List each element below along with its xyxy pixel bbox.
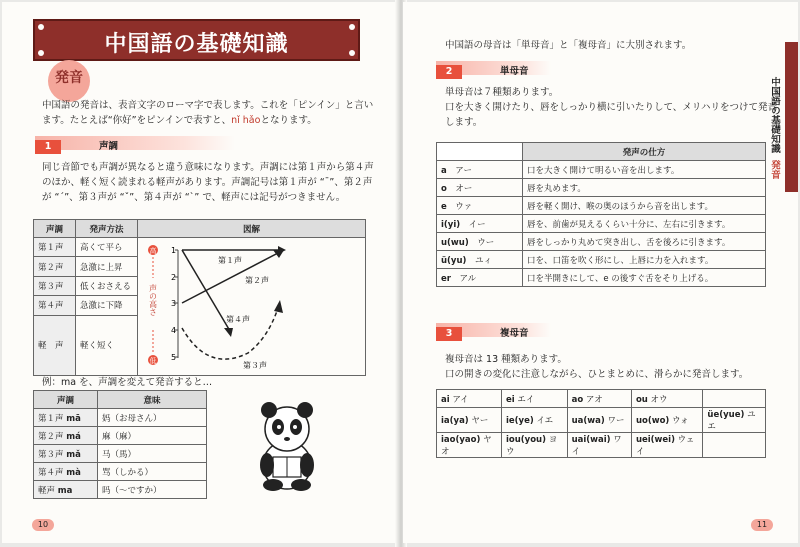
vowel	[437, 251, 523, 269]
right-page	[403, 2, 798, 543]
section-number: 1	[35, 140, 61, 154]
vowel-kana: ウェイ	[635, 435, 695, 457]
level-3: 3	[171, 299, 177, 308]
vowel-method: 口を大きく開けて明るい音を出します。	[523, 161, 766, 179]
tone-paragraph	[42, 160, 387, 205]
vowel-pinyin: u(wu)	[441, 237, 469, 248]
page-title: 中国語の基礎知識	[104, 32, 289, 57]
tone1-label: 第１声	[218, 256, 242, 265]
table-row	[437, 197, 766, 215]
tone-diagram	[138, 238, 362, 372]
vowel-pinyin: a	[441, 165, 447, 176]
vowel-pinyin: ia(ya)	[441, 416, 469, 426]
column-header: 意味	[98, 391, 207, 409]
section-title: 単母音	[500, 65, 529, 77]
vowel-pinyin: i(yi)	[441, 219, 461, 230]
compound-vowel	[567, 433, 631, 458]
vowel-kana: オウ	[650, 394, 668, 405]
compound-vowel-empty	[703, 390, 766, 408]
vowel-kana: ウー	[477, 237, 495, 248]
vowel-pinyin: ai	[441, 394, 450, 405]
compound-vowel	[631, 433, 702, 458]
intro-text: ます。たとえば“你好”をピンインで表すと、	[42, 115, 232, 126]
page-number: 10	[32, 519, 54, 531]
compound-vowel-table	[436, 389, 766, 458]
text-line: のほか、軽く短く読まれる軽声があります。声調記号は第１声が “ˉ”、第２声	[42, 177, 373, 188]
vowel-kana: オー	[455, 183, 473, 194]
table-row	[437, 408, 766, 433]
text-line: 口を大きく開けたり、唇をしっかり横に引いたりして、メリハリをつけて発音	[445, 102, 778, 113]
column-header: 発声の仕方	[523, 143, 766, 161]
tone-label: 第１声	[38, 413, 64, 424]
table-row	[34, 427, 207, 445]
pinyin: mà	[66, 467, 81, 478]
table-row	[437, 251, 766, 269]
section-badge: 発音	[55, 70, 83, 86]
left-page	[2, 2, 398, 543]
example-tone	[34, 445, 98, 463]
table-row	[437, 233, 766, 251]
tone-label: 軽声	[38, 485, 56, 496]
text-line: 同じ音節でも声調が異なると違う意味になります。声調には第１声から第４声	[42, 162, 374, 173]
column-header: 図解	[138, 220, 366, 238]
compound-vowel	[703, 408, 766, 433]
vowel-pinyin: uai(wai)	[571, 435, 611, 445]
compound-vowel	[567, 390, 631, 408]
compound-vowel	[631, 408, 702, 433]
vowel	[437, 197, 523, 215]
side-tab-sub: 発音	[769, 160, 780, 179]
example-caption: 例：ma を、声調を変えて発音すると…	[42, 377, 213, 388]
section-heading-2	[436, 61, 551, 75]
vowel-method: 唇をしっかり丸めて突き出し、舌を後ろに引きます。	[523, 233, 766, 251]
example-table	[33, 390, 207, 499]
compound-vowel	[437, 433, 502, 458]
low-label: 低	[149, 357, 157, 365]
tone4-label: 第４声	[226, 315, 250, 324]
level-1: 1	[171, 246, 177, 255]
vowel-method: 口を、口笛を吹く形にし、上唇に力を入れます。	[523, 251, 766, 269]
tone-method: 高くて平ら	[76, 238, 138, 257]
vowel	[437, 269, 523, 287]
table-row	[34, 445, 207, 463]
tone-name: 第３声	[34, 276, 76, 295]
example-tone	[34, 481, 98, 499]
vowel-kana: アル	[459, 273, 477, 284]
vowel-kana: アー	[455, 165, 473, 176]
vowel-kana: アイ	[452, 394, 469, 405]
panda-illustration	[247, 397, 327, 492]
tone-name: 第１声	[34, 238, 76, 257]
vowel-kana: イエ	[536, 416, 554, 426]
compound-vowel	[567, 408, 631, 433]
vowel-pinyin: iao(yao)	[441, 435, 481, 445]
section-heading-1	[35, 136, 235, 150]
vowel	[437, 215, 523, 233]
tone-method: 急激に下降	[76, 296, 138, 315]
vowel-method: 唇を丸めます。	[523, 179, 766, 197]
vowel-kana: ヤー	[471, 416, 489, 426]
tone-name: 軽 声	[34, 315, 76, 375]
pinyin-example: nǐ hǎo	[231, 115, 261, 126]
vowel-pinyin: ei	[505, 394, 515, 405]
vowel-kana: ヤオ	[441, 435, 492, 457]
intro-text: となります。	[260, 115, 317, 126]
pinyin: mǎ	[66, 449, 81, 460]
compound-vowel	[501, 390, 567, 408]
tone3-arrow	[274, 300, 283, 313]
monophthong-paragraph	[445, 85, 780, 130]
compound-vowel	[501, 433, 567, 458]
tone-table	[33, 219, 366, 376]
vowel-pinyin: iou(you)	[505, 435, 546, 445]
side-tab-label: 中国語の基礎知識	[769, 77, 780, 153]
pinyin: ma	[57, 485, 73, 496]
text-line: します。	[445, 117, 483, 128]
section-title: 複母音	[500, 327, 529, 339]
tone-label: 第４声	[38, 467, 64, 478]
vowel-pinyin: ao	[571, 394, 584, 405]
high-label: 高	[149, 247, 157, 255]
table-row	[437, 269, 766, 287]
vowel-kana: ウォ	[672, 416, 689, 426]
vowel	[437, 233, 523, 251]
vowel-kana: ユィ	[474, 255, 492, 266]
example-tone	[34, 427, 98, 445]
table-row	[34, 409, 207, 427]
text-line: 単母音は７種類あります。	[445, 87, 559, 98]
vowel	[437, 161, 523, 179]
meaning: 马（馬）	[98, 445, 207, 463]
table-row	[437, 215, 766, 233]
intro-line	[42, 113, 387, 128]
table-row	[437, 390, 766, 408]
vowel-pinyin: o	[441, 183, 447, 194]
pinyin: má	[66, 431, 81, 442]
title-banner	[33, 19, 360, 61]
vowel-kana: エイ	[517, 394, 535, 405]
column-header: 声調	[34, 220, 76, 238]
tone-label: 第２声	[38, 431, 64, 442]
section-number: 2	[436, 65, 462, 79]
vowel-pinyin: ie(ye)	[505, 416, 534, 426]
vowel-table	[436, 142, 766, 287]
table-row	[437, 433, 766, 458]
side-tab	[785, 42, 798, 192]
vowel-kana: アオ	[585, 394, 603, 405]
text-line: が “ˊ”、第３声が “ˇ”、第４声が “ˋ” で、軽声には記号がつきません。	[42, 192, 346, 203]
vowel-kana: ヨウ	[505, 435, 558, 457]
meaning: 麻（麻）	[98, 427, 207, 445]
tone-diagram-cell	[138, 238, 366, 376]
example-tone	[34, 463, 98, 481]
section-title: 声調	[99, 140, 119, 152]
table-row	[437, 179, 766, 197]
vowel-pinyin: e	[441, 201, 447, 212]
compound-vowel	[437, 408, 502, 433]
tone-name: 第２声	[34, 257, 76, 276]
table-row	[34, 463, 207, 481]
vowel-kana: ワー	[607, 416, 625, 426]
table-row	[34, 481, 207, 499]
vowel-pinyin: üe(yue)	[707, 410, 745, 420]
compound-vowel	[437, 390, 502, 408]
vowel-pinyin: uo(wo)	[635, 416, 670, 426]
meaning: 骂（しかる）	[98, 463, 207, 481]
text-line: 複母音は 13 種類あります。	[445, 354, 567, 365]
vowel-method: 唇を軽く開け、喉の奥のほうから音を出します。	[523, 197, 766, 215]
vowel-kana: イー	[468, 219, 486, 230]
tone-label: 第３声	[38, 449, 64, 460]
example-tone	[34, 409, 98, 427]
meaning: 妈（お母さん）	[98, 409, 207, 427]
level-4: 4	[171, 326, 177, 335]
tone2-label: 第２声	[245, 276, 269, 285]
vowel-kana: ユエ	[707, 410, 756, 432]
section-heading-3	[436, 323, 551, 337]
tone4-arrow	[224, 328, 233, 337]
tone-method: 軽く短く	[76, 315, 138, 375]
tone3-label: 第３声	[243, 361, 267, 370]
vowel-pinyin: uei(wei)	[635, 435, 675, 445]
vowel-method: 口を半開きにして、e の後すぐ舌をそり上げる。	[523, 269, 766, 287]
pinyin: mā	[66, 413, 81, 424]
empty-header	[437, 143, 523, 161]
axis-label: 声の高さ	[148, 284, 158, 316]
tone-method: 急激に上昇	[76, 257, 138, 276]
vowel-kana: ワイ	[571, 435, 622, 457]
intro-paragraph	[42, 98, 387, 128]
tone-method: 低くおさえる	[76, 276, 138, 295]
page-number: 11	[751, 519, 773, 531]
compound-vowel-empty	[703, 433, 766, 458]
section-number: 3	[436, 327, 462, 341]
table-row	[34, 238, 366, 257]
tone-name: 第４声	[34, 296, 76, 315]
intro-line: 中国語の発音は、表音文字のローマ字で表します。これを「ピンイン」と言い	[42, 100, 374, 111]
vowel-method: 唇を、前歯が見えるくらい十分に、左右に引きます。	[523, 215, 766, 233]
vowel-pinyin: ou	[635, 394, 648, 405]
compound-vowel	[631, 390, 702, 408]
vowel-kana: ウァ	[455, 201, 473, 212]
vowel-pinyin: ü(yu)	[441, 255, 467, 266]
vowel-intro: 中国語の母音は「単母音」と「複母音」に大別されます。	[445, 40, 692, 51]
level-5: 5	[171, 353, 177, 362]
meaning: 吗（〜ですか）	[98, 481, 207, 499]
column-header: 発声方法	[76, 220, 138, 238]
vowel-pinyin: er	[441, 273, 451, 284]
table-row	[437, 161, 766, 179]
compound-vowel	[501, 408, 567, 433]
vowel	[437, 179, 523, 197]
text-line: 口の開きの変化に注意しながら、ひとまとめに、滑らかに発音します。	[445, 369, 749, 380]
column-header: 声調	[34, 391, 98, 409]
vowel-pinyin: ua(wa)	[571, 416, 605, 426]
diphthong-paragraph	[445, 352, 780, 382]
level-2: 2	[171, 273, 177, 282]
